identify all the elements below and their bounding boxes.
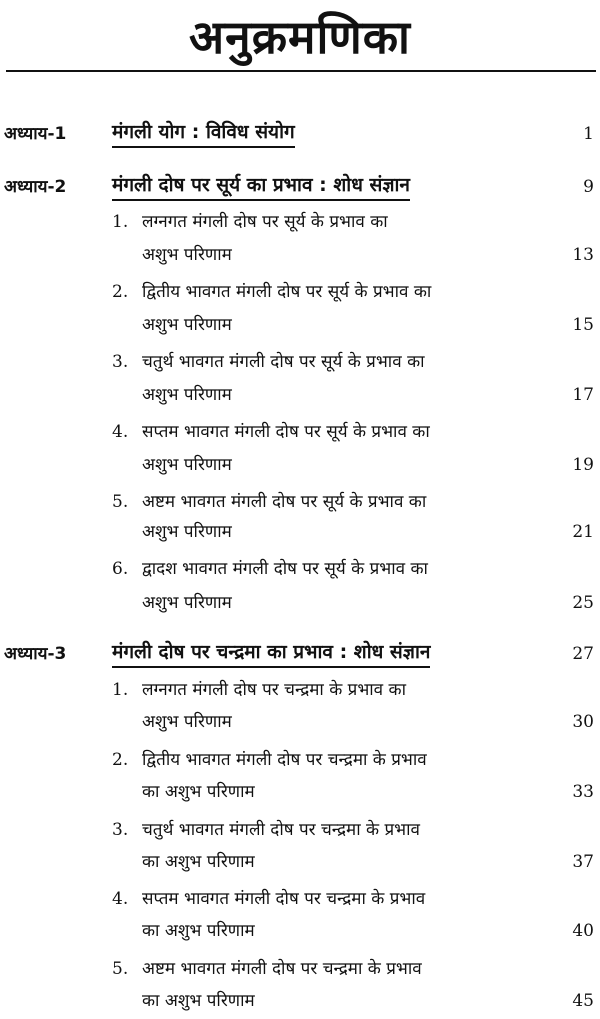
item-page-number: 15 (572, 315, 594, 335)
item-page-number: 33 (572, 782, 594, 802)
item-title-line: अशुभ परिणाम (142, 455, 232, 475)
chapter-title: मंगली योग : विविध संयोग (112, 119, 295, 148)
chapter-label: अध्याय-1 (4, 124, 67, 144)
chapter-label: अध्याय-3 (4, 644, 67, 664)
item-number: 5. (112, 492, 129, 512)
chapter-title: मंगली दोष पर चन्द्रमा का प्रभाव : शोध संज्ञान (112, 639, 430, 668)
item-title-line: का अशुभ परिणाम (142, 991, 255, 1011)
item-title-line: अष्टम भावगत मंगली दोष पर सूर्य के प्रभाव का (142, 492, 427, 512)
item-number: 3. (112, 352, 129, 372)
item-number: 2. (112, 282, 129, 302)
item-title-line: सप्तम भावगत मंगली दोष पर चन्द्रमा के प्रभाव (142, 889, 426, 909)
item-title-line: लग्नगत मंगली दोष पर सूर्य के प्रभाव का (142, 212, 388, 232)
item-title-line: चतुर्थ भावगत मंगली दोष पर चन्द्रमा के प्रभाव (142, 820, 420, 840)
item-page-number: 45 (572, 991, 594, 1011)
item-title-line: लग्नगत मंगली दोष पर चन्द्रमा के प्रभाव का (142, 680, 406, 700)
item-title-line: अशुभ परिणाम (142, 712, 232, 732)
item-number: 1. (112, 212, 129, 232)
item-title-line: का अशुभ परिणाम (142, 921, 255, 941)
item-page-number: 17 (572, 385, 594, 405)
item-page-number: 19 (572, 455, 594, 475)
item-number: 4. (112, 889, 129, 909)
item-title-line: अशुभ परिणाम (142, 522, 232, 542)
chapter-title: मंगली दोष पर सूर्य का प्रभाव : शोध संज्ञान (112, 172, 410, 201)
item-title-line: अशुभ परिणाम (142, 385, 232, 405)
chapter-page-number: 27 (572, 644, 594, 664)
item-title-line: का अशुभ परिणाम (142, 852, 255, 872)
item-number: 4. (112, 422, 129, 442)
item-title-line: सप्तम भावगत मंगली दोष पर सूर्य के प्रभाव का (142, 422, 430, 442)
item-number: 6. (112, 559, 129, 579)
item-title-line: द्वादश भावगत मंगली दोष पर सूर्य के प्रभाव का (142, 559, 428, 579)
item-page-number: 25 (572, 593, 594, 613)
item-title-line: का अशुभ परिणाम (142, 782, 255, 802)
item-page-number: 21 (572, 522, 594, 542)
item-title-line: अशुभ परिणाम (142, 245, 232, 265)
item-page-number: 13 (572, 245, 594, 265)
item-page-number: 37 (572, 852, 594, 872)
item-number: 1. (112, 680, 129, 700)
item-page-number: 30 (572, 712, 594, 732)
chapter-page-number: 9 (583, 177, 594, 197)
page-title: अनुक्रमणिका (189, 10, 411, 64)
item-title-line: द्वितीय भावगत मंगली दोष पर चन्द्रमा के प्रभाव (142, 750, 427, 770)
item-title-line: अशुभ परिणाम (142, 315, 232, 335)
item-number: 2. (112, 750, 129, 770)
item-number: 3. (112, 820, 129, 840)
item-title-line: चतुर्थ भावगत मंगली दोष पर सूर्य के प्रभाव का (142, 352, 425, 372)
item-number: 5. (112, 959, 129, 979)
item-title-line: अष्टम भावगत मंगली दोष पर चन्द्रमा के प्रभाव (142, 959, 422, 979)
item-title-line: द्वितीय भावगत मंगली दोष पर सूर्य के प्रभाव का (142, 282, 432, 302)
item-title-line: अशुभ परिणाम (142, 593, 232, 613)
chapter-page-number: 1 (583, 124, 594, 144)
item-page-number: 40 (572, 921, 594, 941)
chapter-label: अध्याय-2 (4, 177, 67, 197)
